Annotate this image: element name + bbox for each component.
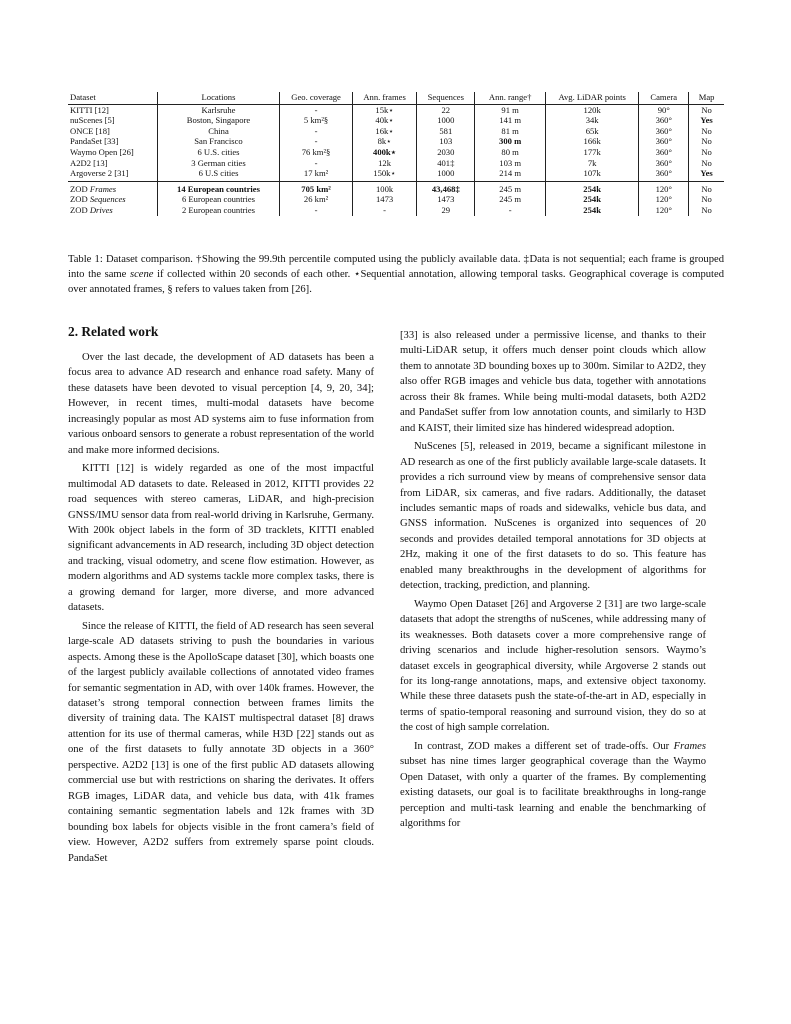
col-dataset: Dataset: [68, 92, 157, 104]
caption-text-1: †Showing the 99.9th percentile computed using the publicly available data. ‡Data is not sequential; each frame is grouped into the same: [68, 254, 724, 280]
cell-geo-coverage: -: [280, 158, 353, 169]
cell-geo-coverage: 76 km²§: [280, 147, 353, 158]
cell-map: No: [689, 136, 724, 147]
table-row: [68, 205, 724, 216]
paragraph: Over the last decade, the development of AD datasets has been a focus area to advance AD research and enhance road safety. Many of these datasets have been devoted to visual perception [4, 9, 20, 34]; However, in recent times, multi-modal datasets have become increasingly popular as most AD systems aim to fuse information from various onboard sensors to generate a robust representation of the world and make more informed decisions.: [68, 352, 374, 456]
left-column: [68, 324, 374, 866]
cell-ann-frames: 8k⋆: [352, 136, 416, 147]
cell-dataset: [68, 205, 157, 216]
cell-map: No: [689, 158, 724, 169]
cell-camera: 120°: [639, 181, 689, 194]
cell-ann-frames: 16k⋆: [352, 126, 416, 137]
cell-camera: 360°: [639, 147, 689, 158]
table-row: [68, 136, 724, 147]
cell-map: Yes: [689, 168, 724, 181]
cell-geo-coverage: -: [280, 126, 353, 137]
cell-locations: San Francisco: [157, 136, 279, 147]
cell-lidar-points: 7k: [545, 158, 638, 169]
cell-map: Yes: [689, 115, 724, 126]
cell-lidar-points: 254k: [545, 205, 638, 216]
cell-lidar-points: 120k: [545, 104, 638, 115]
cell-locations: 6 U.S cities: [157, 168, 279, 181]
cell-ann-frames: 100k: [352, 181, 416, 194]
col-ann-frames: Ann. frames: [352, 92, 416, 104]
cell-map: No: [689, 181, 724, 194]
table-row: [68, 126, 724, 137]
zod-subset-name: Drives: [89, 204, 113, 215]
cell-ann-range: 245 m: [475, 181, 546, 194]
cell-dataset: Waymo Open [26]: [70, 146, 134, 157]
cell-geo-coverage: 26 km²: [280, 194, 353, 205]
cell-sequences: 401‡: [417, 158, 475, 169]
baseline-datasets-body: [68, 104, 724, 181]
cell-lidar-points: 65k: [545, 126, 638, 137]
zod-prefix: ZOD: [70, 183, 88, 194]
cell-sequences: 103: [417, 136, 475, 147]
cell-map: No: [689, 126, 724, 137]
para-text-2: subset has nine times larger geographical coverage than the Waymo Open Dataset, with only a quarter of the frames. By complementing existing datasets, our goal is to facilitate breakthroughs in long-range perception and multi-task learning and enable the benchmarking of algorithms for: [400, 756, 706, 830]
cell-ann-range: 214 m: [475, 168, 546, 181]
cell-map: No: [689, 194, 724, 205]
cell-ann-frames: -: [352, 205, 416, 216]
section-heading: 2. Related work: [68, 324, 159, 339]
cell-locations: 6 U.S. cities: [157, 147, 279, 158]
col-geo-coverage: Geo. coverage: [280, 92, 353, 104]
dataset-comparison-table: [68, 92, 724, 216]
table-caption: [68, 252, 724, 297]
table-row: [68, 115, 724, 126]
cell-ann-frames: 15k⋆: [352, 104, 416, 115]
cell-locations: 6 European countries: [157, 194, 279, 205]
paragraph: Waymo Open Dataset [26] and Argoverse 2 [31] are two large-scale datasets that adopt the strengths of nuScenes, while addressing many of its weaknesses. Both datasets cover a more comprehensive range of driving scenarios and include higher-resolution sensors. Waymo’s dataset excels in geographical diversity, while Argoverse 2 stands out for its long-range annotations, maps, and extensive object taxonomy. While these three datasets push the state-of-the-art in AD, especially in terms of spatio-temporal reasoning and surround vision, they do so at the cost of high sample correlation.: [400, 598, 706, 734]
cell-ann-frames: 150k⋆: [352, 168, 416, 181]
table-row: [68, 147, 724, 158]
cell-camera: 120°: [639, 205, 689, 216]
cell-geo-coverage: 5 km²§: [280, 115, 353, 126]
caption-text-2: if collected within 20 seconds of each other. ⋆Sequential annotation, allowing temporal tasks. Geographical coverage is computed over annotated frames, § refers to values taken from [26].: [68, 269, 724, 295]
cell-dataset: ONCE [18]: [70, 125, 110, 136]
cell-locations: 3 German cities: [157, 158, 279, 169]
cell-dataset: nuScenes [5]: [70, 115, 115, 126]
paragraph-zod-contrast: [400, 739, 706, 832]
cell-camera: 360°: [639, 168, 689, 181]
cell-sequences: 29: [417, 205, 475, 216]
cell-map: No: [689, 205, 724, 216]
zod-datasets-body: [68, 181, 724, 215]
cell-camera: 360°: [639, 158, 689, 169]
cell-ann-range: 91 m: [475, 104, 546, 115]
col-map: Map: [689, 92, 724, 104]
table-row: [68, 194, 724, 205]
table-row: [68, 181, 724, 194]
cell-locations: 14 European countries: [157, 181, 279, 194]
table-row: [68, 168, 724, 181]
cell-locations: Boston, Singapore: [157, 115, 279, 126]
cell-dataset: Argoverse 2 [31]: [70, 168, 129, 179]
cell-locations: China: [157, 126, 279, 137]
zod-subset-name: Frames: [89, 183, 117, 194]
cell-map: No: [689, 104, 724, 115]
cell-dataset: [68, 194, 157, 205]
cell-sequences: 1000: [417, 115, 475, 126]
col-sequences: Sequences: [417, 92, 475, 104]
cell-sequences: 2030: [417, 147, 475, 158]
cell-camera: 360°: [639, 115, 689, 126]
cell-lidar-points: 254k: [545, 181, 638, 194]
para-text-1: In contrast, ZOD makes a different set of trade-offs. Our: [414, 740, 674, 752]
frames-word: Frames: [673, 740, 706, 752]
dataset-comparison-table-wrap: [68, 92, 724, 216]
cell-geo-coverage: -: [280, 205, 353, 216]
col-camera: Camera: [639, 92, 689, 104]
cell-camera: 360°: [639, 136, 689, 147]
cell-locations: 2 European countries: [157, 205, 279, 216]
cell-lidar-points: 107k: [545, 168, 638, 181]
paragraph: KITTI [12] is widely regarded as one of the most impactful multimodal AD datasets to date. Released in 2012, KITTI provides 22 road sequences with stereo cameras, LiDAR, and high-precision GNSS/IMU sensor data from real-world driving in Karlsruhe, Germany. With 200k object labels in the form of 3D tracklets, KITTI enabled significant advancements in AD research, including 3D object detection and tracking, visual odometry, and scene flow estimation. However, as modern algorithms and AD systems tackle more complex tasks, there is a growing demand for larger, more diverse, and more advanced datasets.: [68, 463, 374, 614]
cell-ann-frames: 40k⋆: [352, 115, 416, 126]
cell-ann-range: 300 m: [475, 136, 546, 147]
paragraph: Since the release of KITTI, the field of AD research has seen several large-scale AD datasets striving to push the boundaries in various aspects. Among these is the ApolloScape dataset [30], which boasts one of the largest publicly available collections of annotated video frames for semantic segmentation in AD, with over 140k frames. However, the dataset’s strong temporal connection between frames limits the diversity of training data. The KAIST multispectral dataset [8] draws attention for its use of thermal cameras, while H3D [22] stands out as one of the first datasets to fully annotate 3D objects in a 360° perspective. A2D2 [13] is one of the first public AD datasets allowing commercial use but with restrictions on sharing the derivates. It offers RGB images, LiDAR data, and vehicle bus data, with 41k frames containing semantic segmentation labels and 12k frames with 3D bounding box labels for objects visible in the front camera’s field of view. However, A2D2 suffers from extremely sparse point clouds. PandaSet: [68, 620, 374, 864]
cell-geo-coverage: 705 km²: [280, 181, 353, 194]
cell-geo-coverage: -: [280, 136, 353, 147]
cell-ann-range: 141 m: [475, 115, 546, 126]
cell-dataset: [68, 181, 157, 194]
cell-lidar-points: 166k: [545, 136, 638, 147]
cell-ann-frames: 1473: [352, 194, 416, 205]
cell-camera: 90°: [639, 104, 689, 115]
caption-scene-word: scene: [129, 269, 154, 280]
cell-geo-coverage: 17 km²: [280, 168, 353, 181]
cell-dataset: A2D2 [13]: [70, 157, 108, 168]
right-column: [400, 328, 706, 832]
table-row: [68, 104, 724, 115]
zod-subset-name: Sequences: [89, 194, 126, 205]
col-locations: Locations: [157, 92, 279, 104]
col-ann-range: Ann. range†: [475, 92, 546, 104]
cell-camera: 120°: [639, 194, 689, 205]
cell-sequences: 1000: [417, 168, 475, 181]
caption-label: Table 1: Dataset comparison.: [68, 254, 193, 265]
cell-lidar-points: 34k: [545, 115, 638, 126]
cell-map: No: [689, 147, 724, 158]
cell-geo-coverage: -: [280, 104, 353, 115]
cell-ann-frames: 12k: [352, 158, 416, 169]
cell-sequences: 22: [417, 104, 475, 115]
cell-ann-range: 245 m: [475, 194, 546, 205]
cell-sequences: 581: [417, 126, 475, 137]
table-header-row: [68, 92, 724, 104]
cell-sequences: 43,468‡: [417, 181, 475, 194]
cell-ann-range: 81 m: [475, 126, 546, 137]
zod-prefix: ZOD: [70, 194, 88, 205]
zod-prefix: ZOD: [70, 204, 88, 215]
cell-lidar-points: 254k: [545, 194, 638, 205]
cell-dataset: KITTI [12]: [70, 104, 109, 115]
col-lidar-points: Avg. LiDAR points: [545, 92, 638, 104]
paragraph: [33] is also released under a permissive license, and thanks to their multi-LiDAR setup, it offers much denser point clouds which allow them to annotate 3D bounding boxes up to 300m. Similar to A2D2, they also offer RGB images and vehicle bus data, together with annotations across their 8k frames. While being multi-modal datasets, both A2D2 and PandaSet suffer from low annotation counts, and similarly to H3D and KAIST, their limited size has hindered widespread adoption.: [400, 330, 707, 434]
cell-dataset: PandaSet [33]: [70, 136, 119, 147]
cell-sequences: 1473: [417, 194, 475, 205]
cell-locations: Karlsruhe: [157, 104, 279, 115]
cell-ann-range: 103 m: [475, 158, 546, 169]
cell-ann-range: 80 m: [475, 147, 546, 158]
cell-lidar-points: 177k: [545, 147, 638, 158]
table-row: [68, 158, 724, 169]
cell-ann-range: -: [475, 205, 546, 216]
paragraph: NuScenes [5], released in 2019, became a significant milestone in AD research as one of the first publicly available large-scale datasets. It provides a rich surround view by means of comprehensive sensor data from LiDAR, six cameras, and five radars. Additionally, the dataset includes semantic maps of roads and sidewalks, vehicle bus data, and GNSS information. NuScenes is organized into sequences of 20 seconds and provides detailed temporal annotations for 3D objects at 2Hz, making it one of the first datasets to do so. This feature has enabled many breakthroughs in the development of algorithms for detection, tracking, prediction, and planning.: [400, 441, 706, 592]
cell-ann-frames: 400k⋆: [352, 147, 416, 158]
cell-camera: 360°: [639, 126, 689, 137]
